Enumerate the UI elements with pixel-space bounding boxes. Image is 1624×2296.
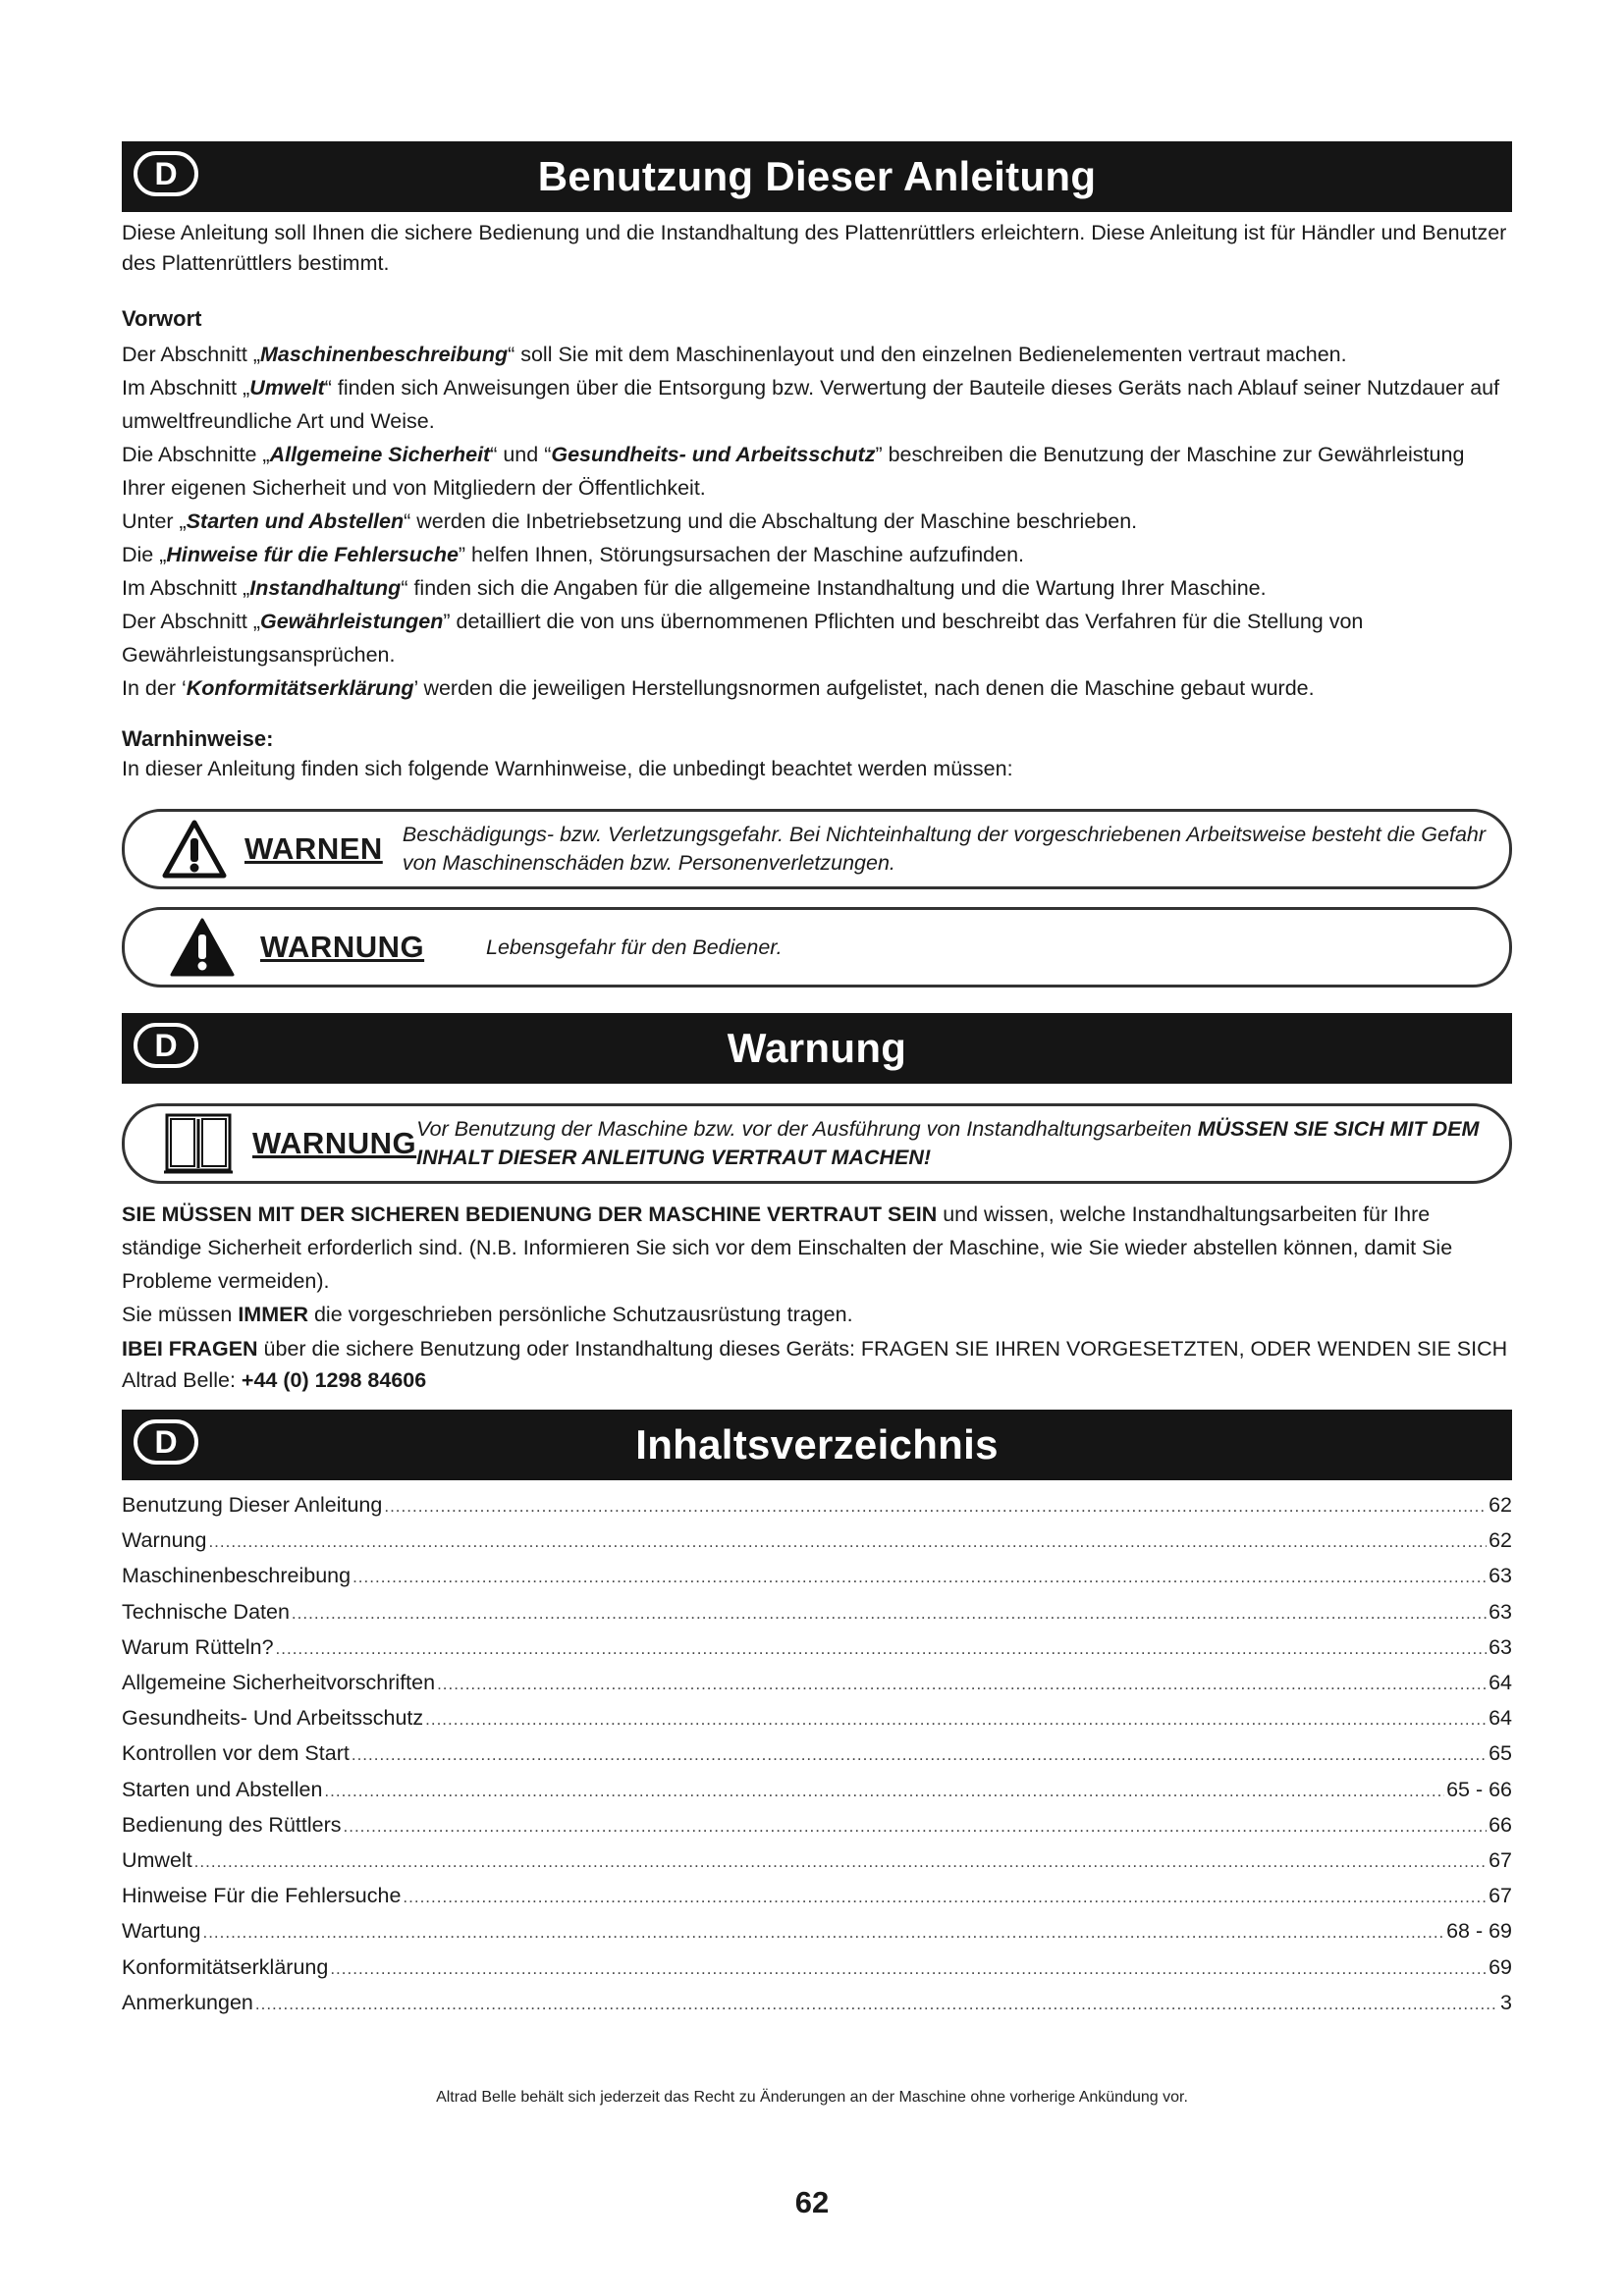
section-title: Warnung — [727, 1025, 907, 1071]
toc-entry[interactable]: Bedienung des Rüttlers ..... 66 — [122, 1808, 1512, 1843]
vorwort-line: Der Abschnitt „Gewährleistungen” detailliert die von uns übernommenen Pflichten und beschreibt das Verfahren für die Stellung von Gewährleistungsansprüchen. — [122, 610, 1364, 667]
section-header-contents — [122, 1410, 1512, 1480]
danger-text: Lebensgefahr für den Bediener. — [486, 934, 783, 959]
vorwort-list — [122, 338, 1512, 705]
questions-paragraph: IBEI FRAGEN über die sichere Benutzung oder Instandhaltung dieses Geräts: FRAGEN SIE IHREN VORGESETZTEN, ODER WENDEN SIE SICH Altrad Belle: +44 (0) 1298 84606 — [122, 1337, 1508, 1392]
footer-disclaimer: Altrad Belle behält sich jederzeit das Recht zu Änderungen an der Maschine ohne vorherige Ankündung vor. — [436, 2089, 1188, 2106]
caution-box — [122, 809, 1512, 889]
language-badge: D — [134, 151, 198, 196]
toc-entry[interactable]: Starten und Abstellen ..... 65 - 66 — [122, 1773, 1512, 1808]
operation-paragraph: SIE MÜSSEN MIT DER SICHEREN BEDIENUNG DER MASCHINE VERTRAUT SEIN und wissen, welche Instandhaltungsarbeiten für Ihre ständige Sicherheit erforderlich sind. (N.B. Informieren Sie sich vor dem Einschalten der Maschine, wie Sie wieder abstellen können, damit Sie Probleme vermeiden). — [122, 1202, 1453, 1293]
caution-outline-triangle-icon — [162, 819, 227, 880]
toc-entry[interactable]: Benutzung Dieser Anleitung ..... 62 — [122, 1488, 1512, 1523]
warnings-heading: Warnhinweise: — [122, 726, 274, 751]
table-of-contents — [122, 1488, 1512, 2021]
toc-entry[interactable]: Maschinenbeschreibung ..... 63 — [122, 1559, 1512, 1594]
vorwort-line: Der Abschnitt „Maschinenbeschreibung“ soll Sie mit dem Maschinenlayout und den einzelnen Bedienelementen vertraut machen. — [122, 343, 1347, 366]
manual-warning-box — [122, 1103, 1512, 1184]
toc-entry[interactable]: Kontrollen vor dem Start ..... 65 — [122, 1736, 1512, 1772]
toc-entry[interactable]: Technische Daten ..... 63 — [122, 1595, 1512, 1630]
manual-warning-text: Vor Benutzung der Maschine bzw. vor der Ausführung von Instandhaltungsarbeiten MÜSSEN SIE SICH MIT DEM INHALT DIESER ANLEITUNG VERTRAUT MACHEN! — [416, 1117, 1480, 1169]
section-title: Benutzung Dieser Anleitung — [537, 153, 1097, 199]
manual-book-icon — [162, 1111, 235, 1176]
language-badge: D — [134, 1419, 198, 1465]
toc-entry[interactable]: Konformitätserklärung ..... 69 — [122, 1950, 1512, 1986]
manual-page — [122, 141, 1512, 2021]
section-header-warning — [122, 1013, 1512, 1084]
toc-entry[interactable]: Warum Rütteln? ..... 63 — [122, 1630, 1512, 1666]
toc-entry[interactable]: Hinweise Für die Fehlersuche ..... 67 — [122, 1879, 1512, 1914]
manual-warning-label: WARNUNG — [252, 1126, 417, 1160]
toc-entry[interactable]: Wartung ..... 68 - 69 — [122, 1914, 1512, 1949]
vorwort-line: Die Abschnitte „Allgemeine Sicherheit“ und “Gesundheits- und Arbeitsschutz” beschreiben die Benutzung der Maschine zur Gewährleistung Ihrer eigenen Sicherheit und von Mitgliedern der Öffentlichkeit. — [122, 443, 1465, 500]
vorwort-line: In der ‘Konformitätserklärung’ werden die jeweiligen Herstellungsnormen aufgelistet, nach denen die Maschine gebaut wurde. — [122, 676, 1315, 700]
intro-paragraph: Diese Anleitung soll Ihnen die sichere Bedienung und die Instandhaltung des Plattenrüttlers erleichtern. Diese Anleitung ist für Händler und Benutzer des Plattenrüttlers bestimmt. — [122, 221, 1507, 275]
vorwort-line: Im Abschnitt „Instandhaltung“ finden sich die Angaben für die allgemeine Instandhaltung und die Wartung Ihrer Maschine. — [122, 576, 1267, 600]
vorwort-heading: Vorwort — [122, 306, 202, 331]
toc-entry[interactable]: Warnung ..... 62 — [122, 1523, 1512, 1559]
section-title: Inhaltsverzeichnis — [635, 1421, 999, 1468]
toc-entry[interactable]: Umwelt ..... 67 — [122, 1843, 1512, 1879]
toc-entry[interactable]: Anmerkungen ..... 3 — [122, 1986, 1512, 2021]
vorwort-line: Die „Hinweise für die Fehlersuche” helfen Ihnen, Störungsursachen der Maschine aufzufinden. — [122, 543, 1025, 566]
danger-label: WARNUNG — [260, 930, 425, 964]
caution-label: WARNEN — [244, 831, 383, 866]
caution-text: Beschädigungs- bzw. Verletzungsgefahr. Bei Nichteinhaltung der vorgeschriebenen Arbeitsweise besteht die Gefahr von Maschinenschäden bzw. Personenverletzungen. — [402, 823, 1487, 875]
section-header-usage — [122, 141, 1512, 212]
vorwort-line: Im Abschnitt „Umwelt“ finden sich Anweisungen über die Entsorgung bzw. Verwertung der Bauteile dieses Geräts nach Ablauf seiner Nutzdauer auf umweltfreundliche Art und Weise. — [122, 376, 1500, 433]
toc-entry[interactable]: Gesundheits- Und Arbeitsschutz ..... 64 — [122, 1701, 1512, 1736]
page-number: 62 — [794, 2185, 830, 2219]
ppe-paragraph: Sie müssen IMMER die vorgeschrieben persönliche Schutzausrüstung tragen. — [122, 1303, 853, 1326]
warnings-intro: In dieser Anleitung finden sich folgende Warnhinweise, die unbedingt beachtet werden müssen: — [122, 757, 1013, 780]
language-badge: D — [134, 1023, 198, 1068]
toc-entry[interactable]: Allgemeine Sicherheitvorschriften ..... 64 — [122, 1666, 1512, 1701]
danger-box — [122, 907, 1512, 988]
vorwort-line: Unter „Starten und Abstellen“ werden die Inbetriebsetzung und die Abschaltung der Maschine beschrieben. — [122, 509, 1138, 533]
danger-filled-triangle-icon — [162, 917, 243, 978]
